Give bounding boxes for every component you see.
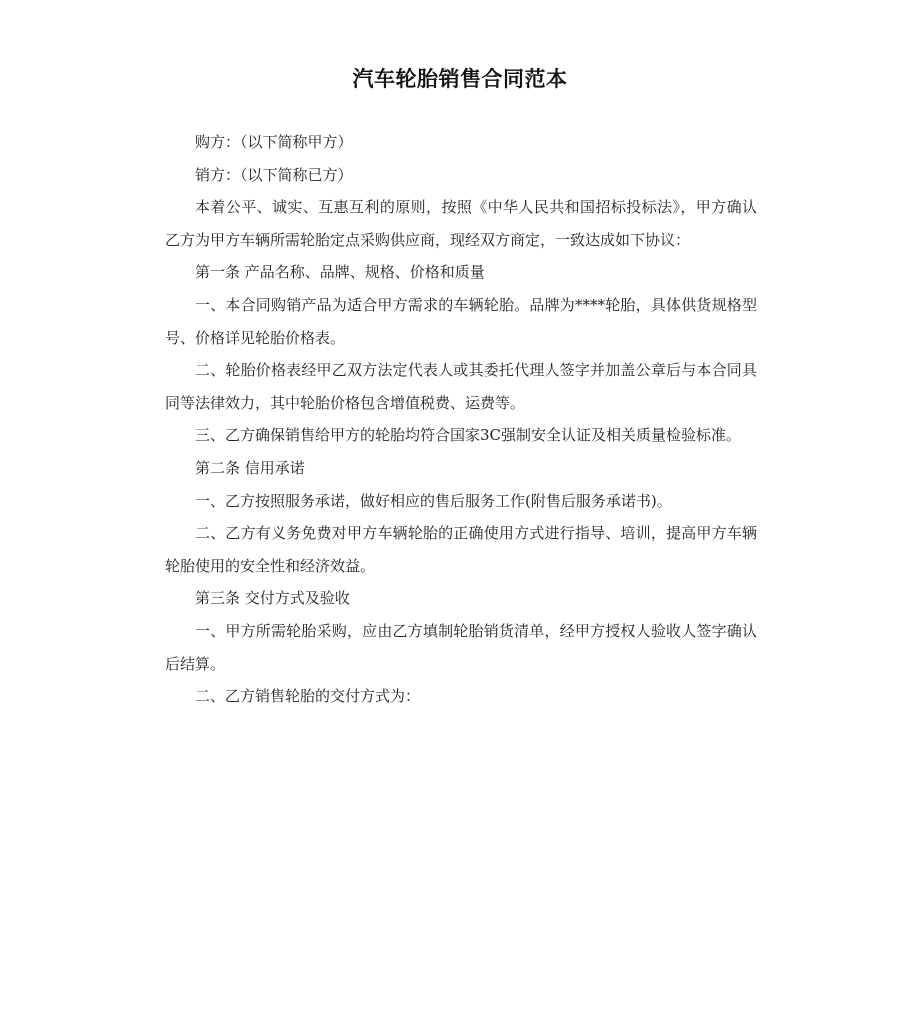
seller-line: 销方：（以下简称已方）	[195, 165, 353, 184]
article-2-clause-1: 一、乙方按照服务承诺，做好相应的售后服务工作(附售后服务承诺书)。	[195, 491, 672, 510]
article-2-clause-2: 二、乙方有义务免费对甲方车辆轮胎的正确使用方式进行指导、培训，提高甲方车辆轮胎使用的安全性和经济效益。	[165, 524, 757, 575]
article-1-clause-1: 一、本合同购销产品为适合甲方需求的车辆轮胎。品牌为****轮胎，具体供货规格型号、价格详见轮胎价格表。	[165, 295, 757, 347]
article-3-clause-1: 一、甲方所需轮胎采购，应由乙方填制轮胎销货清单，经甲方授权人验收人签字确认后结算。	[165, 621, 757, 673]
article-3-heading: 第三条 交付方式及验收	[195, 589, 350, 608]
document-title: 汽车轮胎销售合同范本	[352, 67, 568, 91]
article-2-heading: 第二条 信用承诺	[195, 458, 305, 477]
buyer-line: 购方：（以下简称甲方）	[195, 133, 353, 151]
document-body	[165, 126, 757, 713]
article-1-clause-2: 二、轮胎价格表经甲乙双方法定代表人或其委托代理人签字并加盖公章后与本合同具同等法律效力，其中轮胎价格包含增值税费、运费等。	[165, 361, 757, 412]
preamble-paragraph: 本着公平、诚实、互惠互利的原则，按照《中华人民共和国招标投标法》，甲方确认乙方为甲方车辆所需轮胎定点采购供应商，现经双方商定，一致达成如下协议：	[165, 198, 757, 249]
article-3-clause-2: 二、乙方销售轮胎的交付方式为：	[195, 687, 421, 706]
article-1-heading: 第一条 产品名称、品牌、规格、价格和质量	[195, 263, 485, 282]
article-1-clause-3: 三、乙方确保销售给甲方的轮胎均符合国家3C强制安全认证及相关质量检验标准。	[195, 426, 742, 445]
